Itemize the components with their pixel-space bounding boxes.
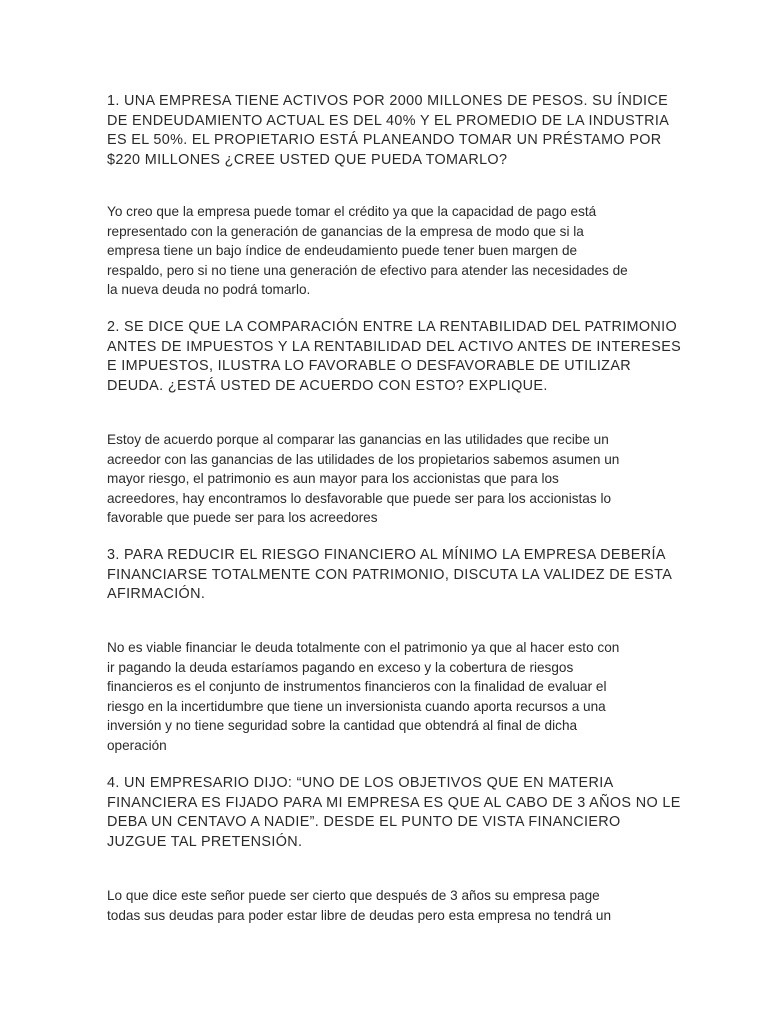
- answer-3-line: inversión y no tiene seguridad sobre la cantidad que obtendrá al final de dicha: [107, 718, 578, 733]
- answer-2-line: acreedores, hay encontramos lo desfavorable que puede ser para los accionistas lo: [107, 490, 612, 506]
- question-3-line: 3. PARA REDUCIR EL RIESGO FINANCIERO AL MÍNIMO LA EMPRESA DEBERÍA: [107, 547, 666, 563]
- answer-4-line: todas sus deudas para poder estar libre de deudas pero esta empresa no tendrá un: [107, 907, 612, 923]
- answer-3-line: operación: [107, 737, 167, 753]
- answer-4: [107, 886, 667, 925]
- question-1: [107, 92, 670, 170]
- answer-2-line: acreedor con las ganancias de las utilidades de los propietarios sabemos asumen un: [107, 451, 620, 467]
- question-1-line: DE ENDEUDAMIENTO ACTUAL ES DEL 40% Y EL PROMEDIO DE LA INDUSTRIA: [107, 112, 670, 129]
- question-2-line: E IMPUESTOS, ILUSTRA LO FAVORABLE O DESFAVORABLE DE UTILIZAR: [107, 358, 632, 374]
- question-2-line: DEUDA. ¿ESTÁ USTED DE ACUERDO CON ESTO? EXPLIQUE.: [107, 377, 548, 394]
- answer-3-line: riesgo en la incertidumbre que tiene un inversionista cuando aporta recursos a una: [107, 698, 606, 714]
- question-2-line: 2. SE DICE QUE LA COMPARACIÓN ENTRE LA RENTABILIDAD DEL PATRIMONIO: [107, 319, 678, 335]
- question-3-line: FINANCIARSE TOTALMENTE CON PATRIMONIO, DISCUTA LA VALIDEZ DE ESTA: [107, 566, 673, 583]
- question-1-line: ES EL 50%. EL PROPIETARIO ESTÁ PLANEANDO TOMAR UN PRÉSTAMO POR: [107, 132, 662, 148]
- answer-1-line: Yo creo que la empresa puede tomar el crédito ya que la capacidad de pago está: [107, 204, 597, 219]
- answer-3-line: financieros es el conjunto de instrumentos financieros con la finalidad de evaluar el: [107, 679, 607, 694]
- answer-1: [107, 202, 667, 300]
- answer-3: [107, 638, 667, 755]
- answer-1-line: respaldo, pero si no tiene una generación de efectivo para atender las necesidades de: [107, 262, 628, 278]
- question-2-line: ANTES DE IMPUESTOS Y LA RENTABILIDAD DEL ACTIVO ANTES DE INTERESES: [107, 338, 682, 355]
- answer-1-line: la nueva deuda no podrá tomarlo.: [107, 282, 311, 297]
- answer-3-line: ir pagando la deuda estaríamos pagando en exceso y la cobertura de riesgos: [107, 659, 574, 675]
- question-4-line: JUZGUE TAL PRETENSIÓN.: [107, 833, 303, 850]
- answer-2: [107, 430, 667, 528]
- answer-4-line: Lo que dice este señor puede ser cierto que después de 3 años su empresa page: [107, 888, 600, 903]
- answer-1-line: representado con la generación de ganancias de la empresa de modo que si la: [107, 223, 584, 239]
- question-4-line: DEBA UN CENTAVO A NADIE”. DESDE EL PUNTO DE VISTA FINANCIERO: [107, 814, 621, 830]
- question-2: [107, 318, 682, 396]
- answer-2-line: favorable que puede ser para los acreedores: [107, 510, 378, 525]
- question-3: [107, 546, 673, 605]
- question-4: [107, 774, 681, 852]
- question-3-line: AFIRMACIÓN.: [107, 586, 206, 602]
- question-1-line: 1. UNA EMPRESA TIENE ACTIVOS POR 2000 MILLONES DE PESOS. SU ÍNDICE: [107, 93, 669, 109]
- answer-3-line: No es viable financiar le deuda totalmente con el patrimonio ya que al hacer esto con: [107, 640, 620, 655]
- question-1-line: $220 MILLONES ¿CREE USTED QUE PUEDA TOMARLO?: [107, 151, 508, 168]
- answer-2-line: Estoy de acuerdo porque al comparar las ganancias en las utilidades que recibe un: [107, 432, 609, 447]
- question-4-line: FINANCIERA ES FIJADO PARA MI EMPRESA ES QUE AL CABO DE 3 AÑOS NO LE: [107, 794, 681, 811]
- question-4-line: 4. UN EMPRESARIO DIJO: “UNO DE LOS OBJETIVOS QUE EN MATERIA: [107, 775, 614, 791]
- answer-1-line: empresa tiene un bajo índice de endeudamiento puede tener buen margen de: [107, 243, 578, 258]
- answer-2-line: mayor riesgo, el patrimonio es aun mayor para los accionistas que para los: [107, 471, 559, 486]
